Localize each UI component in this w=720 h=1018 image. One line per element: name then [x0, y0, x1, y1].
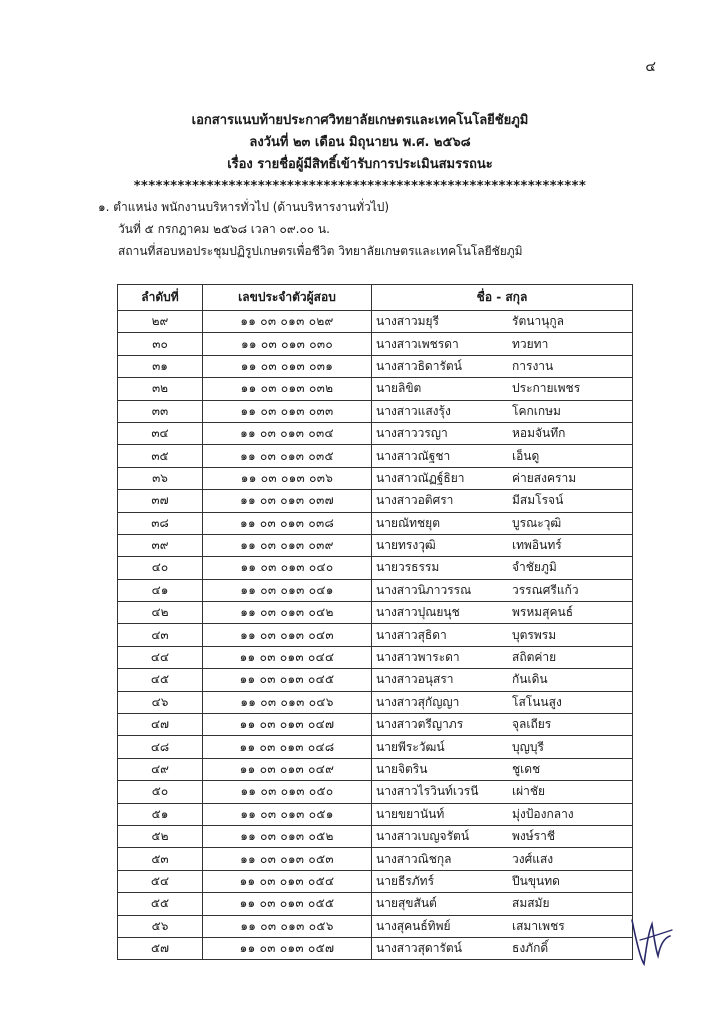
cell-exam-id: ๑๑ ๐๓ ๐๑๓ ๐๔๓	[203, 624, 372, 646]
table-row	[118, 736, 633, 758]
cell-exam-id: ๑๑ ๐๓ ๐๑๓ ๐๔๙	[203, 758, 372, 780]
table-row	[118, 355, 633, 377]
table-row	[118, 512, 633, 534]
table-row	[118, 937, 633, 959]
table-row	[118, 803, 633, 825]
cell-seq: ๓๙	[118, 534, 203, 556]
cell-seq: ๕๖	[118, 915, 203, 937]
cell-first-name: นางสาวปุณยนุช	[372, 602, 509, 624]
cell-exam-id: ๑๑ ๐๓ ๐๑๓ ๐๕๕	[203, 893, 372, 915]
cell-exam-id: ๑๑ ๐๓ ๐๑๓ ๐๕๔	[203, 870, 372, 892]
cell-first-name: นางสาวอติศรา	[372, 490, 509, 512]
cell-seq: ๔๓	[118, 624, 203, 646]
cell-seq: ๓๕	[118, 445, 203, 467]
cell-first-name: นายจิตริน	[372, 758, 509, 780]
cell-seq: ๓๓	[118, 400, 203, 422]
cell-first-name: นางสาวสุดารัตน์	[372, 937, 509, 959]
table-header-row	[118, 285, 633, 311]
cell-last-name: สมสมัย	[508, 893, 633, 915]
signature-mark	[626, 910, 674, 968]
cell-seq: ๔๗	[118, 714, 203, 736]
cell-exam-id: ๑๑ ๐๓ ๐๑๓ ๐๔๖	[203, 691, 372, 713]
cell-exam-id: ๑๑ ๐๓ ๐๑๓ ๐๕๖	[203, 915, 372, 937]
cell-exam-id: ๑๑ ๐๓ ๐๑๓ ๐๕๓	[203, 848, 372, 870]
cell-seq: ๓๒	[118, 378, 203, 400]
cell-last-name: ประกายเพชร	[508, 378, 633, 400]
cell-seq: ๔๑	[118, 579, 203, 601]
cell-seq: ๔๖	[118, 691, 203, 713]
cell-seq: ๕๕	[118, 893, 203, 915]
cell-first-name: นางสาวนิภาวรรณ	[372, 579, 509, 601]
cell-last-name: โคกเกษม	[508, 400, 633, 422]
table-row	[118, 714, 633, 736]
cell-first-name: นายณัทชยุต	[372, 512, 509, 534]
cell-seq: ๕๐	[118, 781, 203, 803]
table-row	[118, 781, 633, 803]
cell-first-name: นายขยานันท์	[372, 803, 509, 825]
cell-seq: ๔๐	[118, 557, 203, 579]
cell-last-name: บุตรพรม	[508, 624, 633, 646]
cell-exam-id: ๑๑ ๐๓ ๐๑๓ ๐๓๕	[203, 445, 372, 467]
cell-first-name: นางสาวมยุรี	[372, 311, 509, 333]
cell-first-name: นางสาวสุกัญญา	[372, 691, 509, 713]
cell-last-name: เผ่าชัย	[508, 781, 633, 803]
cell-seq: ๔๔	[118, 646, 203, 668]
cell-seq: ๓๗	[118, 490, 203, 512]
cell-first-name: นายทรงวุฒิ	[372, 534, 509, 556]
cell-first-name: นางสาวแสงรุ้ง	[372, 400, 509, 422]
cell-seq: ๔๒	[118, 602, 203, 624]
cell-exam-id: ๑๑ ๐๓ ๐๑๓ ๐๕๑	[203, 803, 372, 825]
cell-seq: ๓๖	[118, 467, 203, 489]
cell-seq: ๓๔	[118, 422, 203, 444]
cell-exam-id: ๑๑ ๐๓ ๐๑๓ ๐๓๒	[203, 378, 372, 400]
table-row	[118, 758, 633, 780]
cell-seq: ๕๒	[118, 825, 203, 847]
document-header	[0, 110, 720, 198]
table-row	[118, 490, 633, 512]
table-row	[118, 870, 633, 892]
cell-last-name: ทวยทา	[508, 333, 633, 355]
cell-first-name: นายพีระวัฒน์	[372, 736, 509, 758]
cell-exam-id: ๑๑ ๐๓ ๐๑๓ ๐๔๐	[203, 557, 372, 579]
table-row	[118, 445, 633, 467]
cell-first-name: นายธีรภัทร์	[372, 870, 509, 892]
cell-last-name: หอมจันทึก	[508, 422, 633, 444]
cell-first-name: นางสาวณิชกุล	[372, 848, 509, 870]
cell-exam-id: ๑๑ ๐๓ ๐๑๓ ๐๓๑	[203, 355, 372, 377]
table-row	[118, 333, 633, 355]
candidate-table	[117, 284, 633, 960]
cell-exam-id: ๑๑ ๐๓ ๐๑๓ ๐๔๘	[203, 736, 372, 758]
cell-last-name: เทพอินทร์	[508, 534, 633, 556]
table-row	[118, 691, 633, 713]
cell-last-name: บูรณะวุฒิ	[508, 512, 633, 534]
cell-last-name: เอ็นดู	[508, 445, 633, 467]
table-row	[118, 422, 633, 444]
cell-last-name: พรหมสุคนธ์	[508, 602, 633, 624]
cell-last-name: มีสมโรจน์	[508, 490, 633, 512]
cell-seq: ๓๘	[118, 512, 203, 534]
table-row	[118, 624, 633, 646]
cell-last-name: วรรณศรีแก้ว	[508, 579, 633, 601]
cell-exam-id: ๑๑ ๐๓ ๐๑๓ ๐๓๗	[203, 490, 372, 512]
cell-last-name: จำชัยภูมิ	[508, 557, 633, 579]
cell-last-name: ธงภักดิ์	[508, 937, 633, 959]
cell-last-name: สถิตค่าย	[508, 646, 633, 668]
cell-exam-id: ๑๑ ๐๓ ๐๑๓ ๐๓๔	[203, 422, 372, 444]
table-row	[118, 534, 633, 556]
cell-exam-id: ๑๑ ๐๓ ๐๑๓ ๐๕๒	[203, 825, 372, 847]
table-row	[118, 557, 633, 579]
cell-first-name: นางสาววรญา	[372, 422, 509, 444]
position-line: ๑. ตำแหน่ง พนักงานบริหารทั่วไป (ด้านบริหารงานทั่วไป)	[98, 200, 390, 214]
table-row	[118, 646, 633, 668]
document-title: เอกสารแนบท้ายประกาศวิทยาลัยเกษตรและเทคโนโลยีชัยภูมิ	[191, 113, 529, 128]
cell-last-name: พงษ์ราชี	[508, 825, 633, 847]
cell-seq: ๔๙	[118, 758, 203, 780]
cell-exam-id: ๑๑ ๐๓ ๐๑๓ ๐๓๓	[203, 400, 372, 422]
cell-seq: ๕๓	[118, 848, 203, 870]
cell-exam-id: ๑๑ ๐๓ ๐๑๓ ๐๔๗	[203, 714, 372, 736]
cell-seq: ๔๘	[118, 736, 203, 758]
cell-last-name: ปีนขุนทด	[508, 870, 633, 892]
cell-first-name: นางสาวเพชรดา	[372, 333, 509, 355]
cell-seq: ๕๗	[118, 937, 203, 959]
table-row	[118, 915, 633, 937]
header-name: ชื่อ - สกุล	[372, 285, 633, 311]
table-row	[118, 378, 633, 400]
page-number: ๔	[645, 59, 656, 75]
table-row	[118, 311, 633, 333]
cell-first-name: นางสุคนธ์ทิพย์	[372, 915, 509, 937]
cell-last-name: เสมาเพชร	[508, 915, 633, 937]
table-row	[118, 579, 633, 601]
cell-last-name: จุลเถียร	[508, 714, 633, 736]
cell-first-name: นางสาวเบญจรัตน์	[372, 825, 509, 847]
cell-exam-id: ๑๑ ๐๓ ๐๑๓ ๐๔๒	[203, 602, 372, 624]
cell-exam-id: ๑๑ ๐๓ ๐๑๓ ๐๔๕	[203, 669, 372, 691]
cell-seq: ๔๕	[118, 669, 203, 691]
cell-seq: ๕๔	[118, 870, 203, 892]
cell-exam-id: ๑๑ ๐๓ ๐๑๓ ๐๓๘	[203, 512, 372, 534]
table-row	[118, 467, 633, 489]
table-row	[118, 669, 633, 691]
document-subject: เรื่อง รายชื่อผู้มีสิทธิ์เข้ารับการประเมินสมรรถนะ	[227, 157, 493, 172]
cell-seq: ๒๙	[118, 311, 203, 333]
table-row	[118, 893, 633, 915]
cell-seq: ๓๐	[118, 333, 203, 355]
cell-first-name: นางสาวอนุสรา	[372, 669, 509, 691]
cell-first-name: นางสาวณัฏฐ์ธิยา	[372, 467, 509, 489]
cell-first-name: นางสาวไรวินท์เวรนี	[372, 781, 509, 803]
table-row	[118, 400, 633, 422]
cell-exam-id: ๑๑ ๐๓ ๐๑๓ ๐๔๔	[203, 646, 372, 668]
header-seq: ลำดับที่	[118, 285, 203, 311]
header-exam-id: เลขประจำตัวผู้สอบ	[203, 285, 372, 311]
exam-info	[98, 196, 523, 262]
cell-first-name: นางสาวสุธิดา	[372, 624, 509, 646]
cell-last-name: ชูเดช	[508, 758, 633, 780]
cell-first-name: นายวรธรรม	[372, 557, 509, 579]
table-row	[118, 825, 633, 847]
table-row	[118, 602, 633, 624]
cell-exam-id: ๑๑ ๐๓ ๐๑๓ ๐๒๙	[203, 311, 372, 333]
cell-exam-id: ๑๑ ๐๓ ๐๑๓ ๐๓๖	[203, 467, 372, 489]
cell-first-name: นางสาวพาระดา	[372, 646, 509, 668]
document-date-line: ลงวันที่ ๒๓ เดือน มิถุนายน พ.ศ. ๒๕๖๘	[249, 135, 471, 150]
cell-last-name: โสโนนสูง	[508, 691, 633, 713]
cell-seq: ๕๑	[118, 803, 203, 825]
cell-last-name: มุ่งป้องกลาง	[508, 803, 633, 825]
cell-first-name: นายสุขสันต์	[372, 893, 509, 915]
cell-first-name: นางสาวณัฐชา	[372, 445, 509, 467]
cell-first-name: นางสาวตรีญาภร	[372, 714, 509, 736]
cell-last-name: การงาน	[508, 355, 633, 377]
date-time-line: วันที่ ๕ กรกฎาคม ๒๕๖๘ เวลา ๐๙.๐๐ น.	[118, 222, 330, 236]
cell-seq: ๓๑	[118, 355, 203, 377]
cell-last-name: บุญบุรี	[508, 736, 633, 758]
cell-exam-id: ๑๑ ๐๓ ๐๑๓ ๐๓๙	[203, 534, 372, 556]
cell-last-name: กันเดิน	[508, 669, 633, 691]
cell-first-name: นายลิขิต	[372, 378, 509, 400]
cell-exam-id: ๑๑ ๐๓ ๐๑๓ ๐๔๑	[203, 579, 372, 601]
cell-last-name: ค่ายสงคราม	[508, 467, 633, 489]
venue-line: สถานที่สอบหอประชุมปฏิรูปเกษตรเพื่อชีวิต วิทยาลัยเกษตรและเทคโนโลยีชัยภูมิ	[118, 244, 523, 258]
cell-exam-id: ๑๑ ๐๓ ๐๑๓ ๐๕๗	[203, 937, 372, 959]
separator-line: **************************************************************	[133, 179, 587, 194]
cell-exam-id: ๑๑ ๐๓ ๐๑๓ ๐๕๐	[203, 781, 372, 803]
cell-first-name: นางสาวธิดารัตน์	[372, 355, 509, 377]
table-row	[118, 848, 633, 870]
cell-exam-id: ๑๑ ๐๓ ๐๑๓ ๐๓๐	[203, 333, 372, 355]
cell-last-name: วงศ์แสง	[508, 848, 633, 870]
cell-last-name: รัตนานุกูล	[508, 311, 633, 333]
